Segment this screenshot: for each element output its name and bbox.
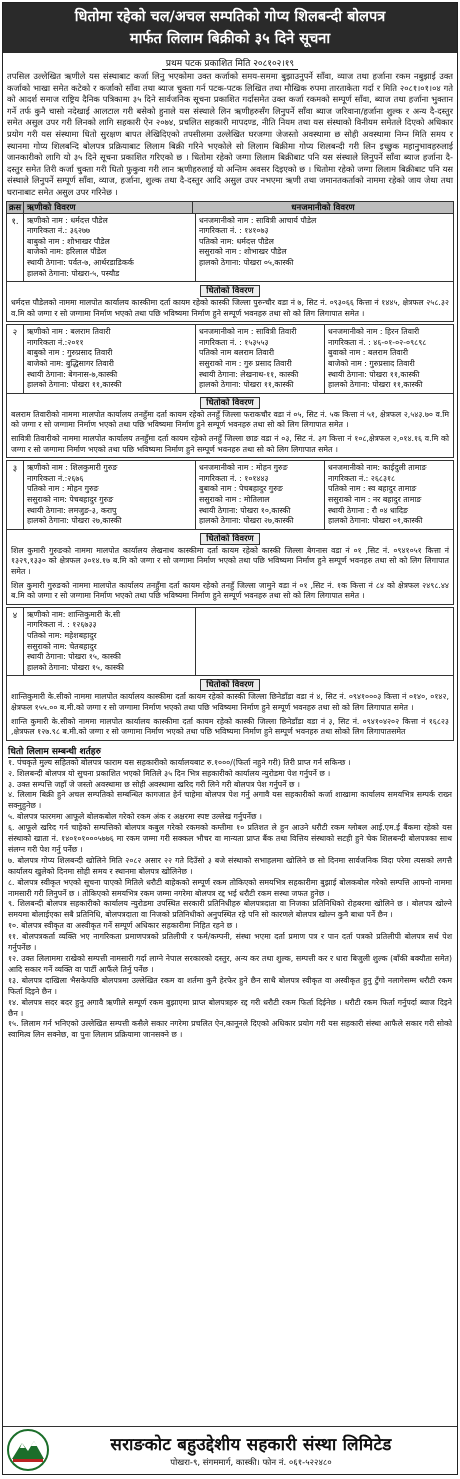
borrower-line: हालको ठेगाना: पोखरा १५, कास्की [27, 662, 124, 672]
term-item: १३. बोलपत्र दाखिला भैसकेपछि बोलपत्रमा उल्लेखित रकम वा शर्तमा कुनै हेरफेर हुने छैन साथै बोलपत्र स्वीकृत वा अस्वीकृत हुनु टुँगो नलागेसम्म धरौटी रकम फिर्ता दिइने छैन । [8, 975, 452, 996]
term-item: ७. बोलपत्र गोप्य शिलबन्दी खोलिने मिति २०८२ असार २२ गते दिउँसो ३ बजे संस्थाको सभाहलमा खोलिने छ सो दिनमा सार्वजनिक विदा परेमा त्यसको लगत्तै कार्यालय खुलेको दिनमा सोही समय र स्थानमा बोलपत्र खोलिनेछ । [8, 855, 452, 876]
section-number: १. [7, 214, 24, 282]
borrower-line: पतिको नाम: महेशबहादुर [27, 630, 97, 640]
collateral-text: शिल कुमारी गुरुङको नाममा मालपोत कार्यालय लेखनाथ कास्कीमा दर्ता कायम रहेको कास्की जिल्ला बेगनास वडा नं ०१ ,सिट नं. ०९४१०५१ कित्ता नं १३२९,१३३० को क्षेत्रफल ३०१४.१७ ब.मि को जग्गा र सो जग्गामा निर्माण भएको तथा पछि भविष्यमा निर्माण हुने सम्पूर्ण भवनहरु तथा सो को लिग लिगापात समेत । [11, 545, 449, 576]
owner-line: नागरिकता नं. : १४१०७३ [199, 226, 269, 236]
collateral-block [7, 676, 453, 739]
borrower-line: नागरिकता नं. : १२६७३३ [27, 620, 97, 630]
title-line-2: मार्फत लिलाम बिक्रीको ३५ दिने सूचना [129, 31, 331, 47]
borrower-line: हालको ठेगाना: पोखरा २७,कास्की [27, 516, 122, 526]
owner-line: हालको ठेगाना: पोखरा ११,कास्की [328, 380, 423, 390]
collateral-block [7, 530, 453, 604]
title-line-1: धितोमा रहेको चल/अचल सम्पतिको गोप्य शिलबन्दी बोलपत्र [74, 9, 386, 25]
collateral-heading-text: धितोको विवरण [200, 533, 259, 545]
borrower-line: बाजेको नाम: बुद्धिसागर तिवारी [27, 359, 114, 369]
term-item: १. पंचकृते मुल्य सहितको बोलपत्र फाराम यस सहकारीको कार्यालयबाट रु.१०००/(फिर्ता नहुने गरी) तिरी प्राप्त गर्न सकिन्छ । [8, 757, 351, 767]
owner-line: नागरिकता नं.: २६८३१८ [328, 473, 396, 483]
owner-line: स्थायी ठेगाना : रौ ०४ धादिङ [328, 505, 408, 515]
notice-page [2, 2, 458, 1475]
borrower-line: बाजेको नाम: हरिलाल पौडेल [27, 247, 107, 257]
cooperative-logo-icon [7, 1429, 49, 1471]
term-item: ५. बोलपत्र फारममा आफूले बोलकबोल गरेको रकम अंक र अक्षरमा स्पष्ट उल्लेख गर्नुपर्नेछ । [8, 812, 262, 822]
term-item: ३. उक्त सम्पत्ति जहाँ जे जस्तो अवस्थामा छ सोही अवस्थामा खरिद गरी लिने गरी बोलपत्र पेश गर्नुपर्ने छ । [8, 779, 300, 789]
owner-line: हालको ठेगाना: पोखरा ११,कास्की [199, 380, 294, 390]
auction-section [6, 460, 454, 605]
collateral-heading [7, 530, 453, 545]
owner-line: धनजमानीको नाम: काईदुली तामाङ [328, 463, 427, 473]
owner-details-empty [196, 608, 453, 676]
owner-line: हालको ठेगाना: पोखरा ०५,कास्की [199, 257, 294, 267]
notice-title [3, 3, 457, 53]
collateral-text: धर्मदत्त पौडेलको नाममा मालपोत कार्यालय कास्कीमा दर्ता कायम रहेको कास्की जिल्ला पुरुन्चौर वडा नं ७, सिट नं. ०९३०६६ कित्ता नं १४४५, क्षेत्रफल २५८.३२ व.मि को जग्गा र सो जग्गामा निर्माण भएको तथा पछि भविष्यमा निर्माण हुने सम्पूर्ण भवनहरु तथा सो को लिग लिगापात समेत । [11, 298, 449, 318]
collateral-heading-text: धितोको विवरण [200, 285, 259, 297]
owner-line: धनजमानीको नाम : सावित्री आचार्य पौडेल [199, 215, 317, 225]
publish-date-text: प्रथम पटक प्रकाशित मिति २०८१०२।१९ [162, 59, 298, 70]
borrower-line: ऋणीको नाम : शिलकुमारी गुरुङ [27, 463, 118, 473]
borrower-line: हालको ठेगाना: पोखरा ११,कास्की [27, 380, 122, 390]
footer [3, 1426, 457, 1474]
collateral-heading [7, 676, 453, 691]
collateral-text: शिल कुमारी गुरुङको नाममा मालपोत कार्यालय तनहुँमा दर्ता कायम रहेको तनहुँ जिल्ला जामुने वडा नं ०१ ,सिट नं. १क कित्ता नं ८४ को क्षेत्रफल २४९८.४४ ब.मि को जग्गा र सो जग्गामा निर्माण भएको तथा पछि भविष्यमा निर्माण हुने सम्पूर्ण भवनहरु तथा सो को लिग लिगापात समेत । [11, 580, 449, 601]
owner-line: धनजमानीको नाम : मोहन गुरुङ [199, 463, 288, 473]
term-item: ६. आफूले खरिद गर्न चाहेको सम्पत्तिको बोलपत्र कबुल गरेको रकमको कम्तीमा १० प्रतिशत ले हुन आउने धरौटी रकम ग्लोबल आई.एम.ई बैंकमा रहेको यस संस्थाको खाता नं. १४०१०१०००५७७६ मा रकम जम्मा गरी सक्कल भौचर वा मान्यता प्राप्त बैंक तथा वित्तिय संस्थाको सटही हुने चेक शिलबन्दी बोलपत्रका साथ संलग्न गरी पेश गर्नु पर्नेछ । [8, 823, 452, 854]
collateral-heading-text: धितोको विवरण [200, 397, 259, 409]
term-item: ११. बोलपत्रकर्ता व्यक्ति भए नागरिकता प्रमाणपत्रको प्रतिलीपी र फर्म/कम्पनी, संस्था भएमा दर्ता प्रमाण पत्र र पान दर्ता पत्रको प्रतिलीपी बोलपत्र सर्थ पेश गर्नुपर्नेछ । [8, 932, 452, 953]
owner-line: स्थायी ठेगाना: पोखरा १०,कास्की [199, 505, 291, 515]
organization-name: सराङकोट बहुउद्देशीय सहकारी संस्था लिमिटेड [110, 1435, 392, 1455]
owner-line: पतिको नाम बलराम तिवारी [199, 348, 274, 358]
borrower-details [24, 325, 196, 393]
auction-section [6, 324, 454, 458]
owner-line: ससुराको नाम : गुरु प्रसाद तिवारी [199, 359, 292, 369]
section-number: ३ [7, 461, 24, 529]
borrower-line: बाबुको नाम : गुरुप्रसाद तिवारी [27, 348, 113, 358]
borrower-line: नागरिकता नं.:२६७६ [27, 473, 84, 483]
owner-details [196, 214, 453, 282]
term-item: १४. बोलपत्र सदर बदर हुनु अगावै ऋणीले सम्पूर्ण रकम बुझाएमा प्राप्त बोलपत्रहरु रद्द गरी धरौटी रकम फिर्ता दिईनेछ । धरौटी रकम फिर्ता गर्नुपर्दा ब्याज दिइने छैन । [8, 997, 452, 1018]
header-sn: क्रस [7, 202, 24, 213]
owner-line: पतिको नाम : स्व बहादुर तामाङ [328, 484, 417, 494]
collateral-heading [7, 394, 453, 409]
collateral-text: सावित्री तिवारीको नाममा मालपोत कार्यालय तनहुँमा दर्ता कायम रहेको तनहुँ जिल्ला छाङ वडा नं ०३, सिट नं. ३ग कित्ता नं १०८,क्षेत्रफल २,०१४.१६ व.मि को जग्गा र सो जग्गामा निर्माण भएको तथा पछि भविष्यमा निर्माण हुने सम्पूर्ण भवनहरु तथा सो को लिग लिगापात समेत । [11, 434, 449, 454]
owner-details [325, 325, 453, 393]
publish-date [3, 56, 457, 69]
borrower-line: स्थायी ठेगाना: बेगनास-७,कास्की [27, 369, 118, 379]
term-item: १२. उक्त लिलाममा राखेको सम्पत्ती नामसारी गर्दा लाग्ने नेपाल सरकारको दस्तुर, अन्य कर तथा शुल्क, सम्पत्ती कर र धारा बिजुली शुल्क (बाँकी बक्यौता समेत) आदि सकार गर्ने व्यक्ति वा पार्टी आफैंले तिर्नु पर्नेछ । [8, 954, 452, 974]
terms-heading [8, 744, 452, 757]
owner-line: धनजमानीको नाम : हिरन तिवारी [328, 327, 420, 337]
owner-line: नागरिकता नं. : ४६-०१-०२-०९८९८ [328, 337, 427, 347]
borrower-line: ऋणीको नाम : बलराम तिवारी [27, 327, 111, 337]
borrower-details [24, 214, 196, 282]
section-row [7, 325, 453, 394]
borrower-line: ऋणीको नाम : धर्मदत्त पौडेल [27, 215, 108, 225]
term-item: १५. लिलाम गर्न भनिएको उल्लेखित सम्पत्ती कसैले सकार नगरेमा प्रचलित ऐन,कानूनले दिएको अधिकार प्रयोग गरी यस सहकारी संस्था आफैले सकार गरी सोको स्वामित्व लिन सक्नेछ, वा पुनः लिलाम प्रक्रियामा जानसक्ने छ । [8, 1019, 452, 1040]
header-owner: धनजमानीको विवरण [291, 202, 355, 213]
borrower-line: स्थायी ठेगाना: पर्वत-७, आर्थरडाडिकर्क [27, 257, 134, 267]
owner-line: ससुराको नाम : नर बहादुर तामाङ [328, 495, 422, 504]
owner-line: ससुराको नाम : शोभाखर पौडेल [199, 247, 287, 257]
section-number: ४ [7, 608, 24, 676]
section-row [7, 608, 453, 677]
collateral-heading-text: धितोको विवरण [200, 679, 259, 691]
owner-line: ससुराको नाम : मोतिलाल [199, 495, 270, 504]
borrower-line: हालको ठेगाना: पोखरा-५, पस्यौड [27, 268, 120, 278]
table-header [7, 202, 453, 214]
terms-heading-text: धितो लिलाम सम्बन्धी शर्तहरु [8, 746, 101, 757]
borrower-details [24, 608, 196, 676]
owner-line: नागरिकता नं. : १०१४४३ [199, 473, 269, 483]
header-borrower: ऋणीको विवरण [24, 202, 193, 213]
term-item: १०. बोलपत्र स्वीकृत वा अस्वीकृत गर्ने सम्पूर्ण अधिकार सहकारीमा निहित रहने छ । [8, 921, 238, 931]
borrower-line: नागरिकता नं.:२०११ [27, 337, 84, 347]
owner-line: नागरिकता नं. : १५३५५३ [199, 337, 269, 347]
owner-line: हालको ठेगाना: पोखरा ०१,कास्की [328, 516, 423, 526]
owner-line: बुवाको नाम : बलराम तिवारी [328, 348, 408, 358]
owner-line: बाजेको नाम : गुरुप्रसाद तिवारी [328, 359, 415, 369]
collateral-text: बलराम तिवारीको नाममा मालपोत कार्यालय तनहुँमा दर्ता कायम रहेको तनहुँ जिल्ला फराकचौर वडा नं ०५, सिट नं. ५क कित्ता नं ५१, क्षेत्रफल २,५४३.७० व.मि को जग्गा र सो जग्गामा निर्माण भएको तथा पछि भविष्यमा निर्माण हुने सम्पूर्ण भवनहरु तथा सो को लिग लिगापात समेत । [11, 409, 449, 430]
borrower-line: स्थायी ठेगाना: लमजुङ-३, करापु [27, 505, 117, 515]
organization-address: पोखरा-९, संगममार्ग, कास्की। फोन नं. ०६१-५२२४८० [170, 1458, 332, 1468]
collateral-block [7, 394, 453, 457]
owner-line: स्थायी ठेगाना: लेखनाथ-११, कास्की [199, 369, 299, 379]
auction-section [6, 201, 454, 323]
term-item: २. शिलबन्दी बोलपत्र यो सुचना प्रकाशित भएको मितिले ३५ दिन भित्र सहकारीको कार्यालय न्युरोडमा पेश गर्नुपर्ने छ । [8, 768, 331, 778]
section-row [7, 214, 453, 283]
auction-sections [3, 201, 457, 741]
collateral-text: शान्ति कुमारी के.सीको नाममा मालपोत कार्यालय कास्कीमा दर्ता कायम रहेको कास्की जिल्ला छिनेडाँडा वडा नं ३, सिट नं. ०९४१०४२०२ कित्ता नं १६८२३ ,क्षेत्रफल १२७.९८ ब.मी.को जग्गा र सो जग्गामा निर्माण भएको तथा पछि भविष्यमा निर्माण हुने सम्पूर्ण भवनहरु तथा सोको लिग लिगापातसमेत [11, 716, 449, 737]
section-number: २ [7, 325, 24, 393]
intro-paragraph: तपसिल उल्लेखित ऋणीले यस संस्थाबाट कर्जा लिनु भएकोमा उक्त कर्जाको समय-सममा बुझाउनुपर्ने साँवा, व्याज तथा हर्जाना रकम नबुझाई उक्त कर्जाको भाखा समेत कटेको र कर्जाको साँवा तथा ब्याज चुक्ता गर्न पटक-पटक लिखित तथा मौखिक रुपमा तारताकेता गर्दा र मिति २०८१।०१।०४ गते को आदर्श समाज राष्ट्रिय दैनिक पत्रिकामा ३५ दिने सार्वजनिक सूचना प्रकाशित गर्दासमेत उक्त कर्जा रकमको सम्पूर्ण साँवा, ब्याज तथा हर्जाना भुक्तान गर्ने तर्फ कुनै चासो नदेखाई आलटाल गरी बसेको हुनाले यस संस्थाले लिन ऋणीहरुसँग लिनुपर्ने साँवा ब्याज जरिवाना/हर्जाना शुल्क र अन्य दै-दस्तुर समेत असुल उपर गरी लिनको लागि सहकारी ऐन २०७४, प्रचलित सहकारी मापदण्ड, नीति नियम तथा यस संस्थाको विनीयम समेतले दिएको अधिकार प्रयोग गरी यस संस्थामा धितो सुरक्षण बापत लेखिदिएको तपसीलमा उल्लेखित घरजग्गा जेजस्तो अवस्थामा छ सोही अवस्थामा निम्न मिति समय र स्थानमा गोप्य शिलबन्दि बोलपत्र प्रक्रियाबाट लिलाम बिक्री गरिने भएकोले सो लिलाम बिक्रीमा गोप्य शिलबन्दी गरी लिन इच्छुक महानुभावहरुलाई जानकारीको लागि यो ३५ दिने सूचना प्रकाशित गरिएको छ । धितोमा रहेको जग्गा लिलाम बिक्रीबाट पनि यस संस्थाले लिनुपर्ने साँवा ब्याज हर्जाना दै-दस्तुर समेत तिरी कर्जा चुक्ता गरी धितो फुकुवा गरी लान ऋणीहरुलाई यो अन्तिम अवसर दिइएको छ । धितोमा रहेको जग्गा लिलाम बिक्रीबाट पनि यस संस्थाले लिनुपर्ने सम्पूर्ण साँवा, व्याज, हर्जाना, शुल्क तथा दै-दस्तुर आदि असुल उपर नभएमा ऋणी तथा जमानतकर्ताको नाममा रहेको जाय जेथा तथा घरानाबाट समेत असुल उपर गरिनेछ । [7, 71, 453, 197]
term-item: ९. शिलबन्दी बोलपत्र सहकारीको कार्यालय न्युरोडमा उपस्थित सरकारी प्रतिनिधीहरु बोलपत्रदाता वा निजका प्रतिनिधिको रोहबरमा खोलिने छ । बोलपत्र खोल्ने समयमा बोलाईएका सबै प्रतिनिधि, बोलपत्रदाता वा निजको प्रतिनिधीको अनुपस्थित रहे पनि सो कारणले बोलपत्र खोल्न कुनै बाधा पर्ने छैन । [8, 899, 452, 920]
owner-line: हालको ठेगाना: पोखरा २७,कास्की [199, 516, 294, 526]
collateral-heading [7, 282, 453, 297]
borrower-line: पतिको नाम : मोहन गुरुङ [27, 484, 99, 494]
owner-details [196, 325, 325, 393]
borrower-line: ससुराको नाम: चेतबहादुर [27, 641, 97, 651]
owner-details [196, 461, 325, 529]
owner-line: स्थायी ठेगाना: पोखरा ११,कास्की [328, 369, 420, 379]
borrower-line: ऋणीको नाम: शान्तिकुमारी के.सी [27, 609, 121, 619]
borrower-line: बाबुको नाम : शोभाखर पौडेल [27, 236, 110, 246]
borrower-line: ससुराको नाम: पेचबहादुर गुरुङ [27, 495, 114, 504]
term-item: ८. बोलपत्र स्वीकृत भएको सूचना पाएको मितिले धरौटी बाहेकको सम्पूर्ण रकम तोकिएको समयभित्र सहकारीमा बुझाई बोलकबोल गरेको सम्पत्ति आफ्नो नाममा नामसारी गरी लिनुपर्ने छ । तोकिएको समयभित्र रकम जम्मा नगरेमा बोलपत्र रद्द भई धरौटी रकम सस्था जफत हुनेछ । [8, 877, 452, 898]
terms-list [3, 758, 457, 1042]
borrower-line: नागरिकता नं.: ३६२७७ [27, 226, 91, 236]
auction-section [6, 607, 454, 741]
collateral-text: शान्तिकुमारी के.सीको नाममा मालपोत कार्यालय कास्कीमा दर्ता कायम रहेको कास्की जिल्ला छिनेडाँडा वडा नं ४, सिट नं. ०९४१०००३ कित्ता नं ०१४०, ०१४२, क्षेत्रफल १५५.०० ब.मी.को जग्गा र सो जग्गामा निर्माण भएको तथा पछि भविष्यमा निर्माण हुने सम्पूर्ण भवनहरु तथा सो को लिग लिगापात समेत । [11, 692, 449, 712]
collateral-block [7, 282, 453, 321]
borrower-details [24, 461, 196, 529]
owner-line: धनजमानीको नाम : सावित्री तिवारी [199, 327, 297, 337]
owner-line: बुबाको नाम : पेचबहादुर गुरुङ [199, 484, 283, 494]
section-row [7, 461, 453, 530]
term-item: ४. लिलाम बिक्री हुने अचल सम्पतिको सम्बन्धित कागजात हेर्न चाहेमा बोलपत्र पेश गर्नु अगावै यस सहकारीको कर्जा शाखामा कार्यालय समयभित्र सम्पर्क राख्न सक्नुहुनेछ । [8, 790, 452, 811]
borrower-line: स्थायी ठेगाना: पोखरा १५, कास्की [27, 652, 121, 662]
owner-line: पतिको नाम: धर्मदत्त पौडेल [199, 236, 274, 246]
owner-details [325, 461, 453, 529]
